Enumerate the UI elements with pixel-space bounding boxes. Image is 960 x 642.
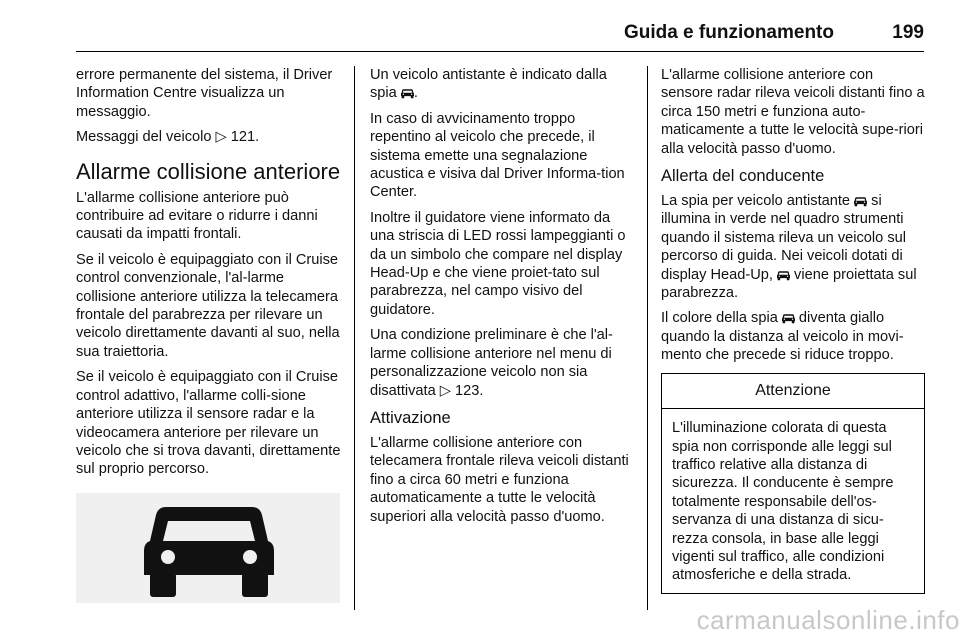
paragraph-text: si illumina in verde nel quadro strumenti quando il sistema rileva un veicolo sul percorso di guida. Nei veicoli dotati di display Head-Up, — [661, 193, 906, 283]
paragraph-text: La spia per veicolo antistante — [661, 193, 855, 210]
paragraph-text: Una condizione preliminare è che l'al-larme collisione anteriore nel menu di personalizzazione veicolo non sia disattivata — [370, 327, 613, 399]
column-divider — [354, 66, 355, 610]
paragraph: Inoltre il guidatore viene informato da una striscia di LED rossi lampeggianti o da un simbolo che compare nel display Head-Up e che viene proiet-tato sul parabrezza, nel campo visivo del guidatore. — [370, 209, 626, 318]
car-front-icon — [854, 196, 867, 207]
watermark: carmanualsonline.info — [696, 605, 960, 635]
page-number: 199 — [892, 22, 924, 43]
paragraph-text: Messaggi del veicolo — [76, 129, 216, 146]
paragraph-text: Il colore della spia — [661, 310, 782, 327]
car-front-icon — [144, 499, 274, 599]
column-right — [661, 66, 925, 594]
paragraph — [661, 192, 925, 302]
car-front-icon — [401, 88, 414, 99]
car-front-icon — [782, 313, 795, 324]
paragraph-text: . — [413, 85, 418, 102]
paragraph: Se il veicolo è equipaggiato con il Cruise control convenzionale, l'al-larme collisione anteriore utilizza la telecamera frontale del parabrezza per rilevare un veicolo direttamente davanti al suo, nella sua traiettoria. — [76, 251, 340, 360]
paragraph-crossref — [76, 128, 342, 146]
section-heading: Allarme collisione anteriore — [76, 158, 341, 184]
paragraph: L'allarme collisione anteriore con sensore radar rileva veicoli distanti fino a circa 150 metri e funziona auto-maticamente a tutte le velocità supe-riori alla velocità passo d'uomo. — [661, 67, 925, 157]
paragraph: L'allarme collisione anteriore con telecamera frontale rileva veicoli distanti fino a circa 60 metri e funziona automaticamente a tutte le velocità superiori alla velocità passo d'uomo. — [370, 434, 629, 525]
page-header — [76, 22, 924, 52]
header-rule — [76, 51, 924, 52]
paragraph-text: diventa giallo quando la distanza al veicolo in movi-mento che precede si riduce troppo. — [661, 310, 904, 364]
column-left — [76, 66, 342, 603]
warning-note-box — [661, 373, 925, 594]
paragraph-crossref — [370, 326, 633, 400]
paragraph — [661, 309, 925, 364]
subsection-heading: Attivazione — [370, 408, 451, 427]
subsection-heading: Allerta del conducente — [661, 167, 825, 186]
paragraph: Se il veicolo è equipaggiato con il Cruise control adattivo, l'allarme colli-sione anteriore utilizza il sensore radar e la videocamera anteriore per rilevare un veicolo che si trova davanti, direttamente sul proprio percorso. — [76, 369, 341, 478]
paragraph-text: viene proiettata sul parabrezza. — [661, 266, 917, 302]
page-reference-link[interactable]: ▷ 123. — [439, 382, 484, 399]
paragraph — [370, 66, 633, 103]
page-reference-link[interactable]: ▷ 121. — [215, 129, 260, 146]
car-symbol-illustration — [76, 493, 340, 603]
car-front-icon — [777, 270, 790, 281]
column-middle — [370, 66, 633, 533]
page-header-title: Guida e funzionamento — [623, 22, 834, 43]
paragraph: L'allarme collisione anteriore può contribuire ad evitare o ridurre i danni causati da impatti frontali. — [76, 189, 318, 243]
paragraph: In caso di avvicinamento troppo repentino al veicolo che precede, il sistema emette una segnalazione acustica e visiva dal Driver Informa-tion Center. — [370, 110, 625, 201]
warning-note-title: Attenzione — [662, 374, 924, 409]
paragraph: errore permanente del sistema, il Driver Information Centre visualizza un messaggio. — [76, 67, 333, 120]
column-divider — [647, 66, 648, 610]
paragraph-text: Un veicolo antistante è indicato dalla spia — [370, 67, 607, 102]
warning-note-body: L'illuminazione colorata di questa spia non corrisponde alle leggi sul traffico relative alla distanza di sicurezza. Il conducente è sempre totalmente responsabile dell'os-servanza di una distanza di sicu-rezza consola, in base alle leggi vigenti sul traffico, alle condizioni atmosferiche e della strada. — [672, 420, 894, 584]
